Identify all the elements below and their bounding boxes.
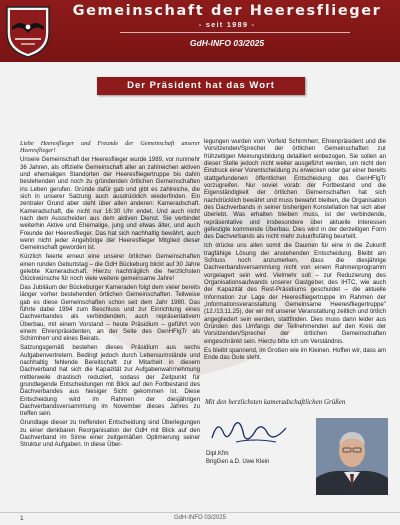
paragraph: Unsere Gemeinschaft der Heeresflieger wurde 1989, vor nunmehr 36 Jahren, als offizielle Gemeinschaft aller an zahlreichen aktiven und ehemaligen Standorten der Heeresfliegertruppe bis dahin bestehenden und noch zu gründenden örtlichen Gemeinschaften ins Leben gerufen. Gründe dafür gab und gibt es zahlreiche, die sich in unserer Satzung auch ausdrücklich wiederfinden. Ein zentraler Grund aber steht über allen anderen: Kameradschaft. Kameradschaft, die nicht nur 16:30 Uhr endet. Und auch nicht nach dem Ausscheiden aus dem aktiven Dienst. Sie verbindet weiterhin Aktive und Ehemalige, jung und etwas älter, und auch Freunde der Heeresflieger. Das hat sich nachhaltig bewährt, auch wenn nicht jeder Angehörige der Heeresflieger Mitglied dieser Gemeinschaft geworden ist. bbox=[20, 156, 200, 252]
paragraph: Es bleibt spannend, im Großen wie im Kleinen. Hoffen wir, dass am Ende das Gute steht. bbox=[204, 346, 386, 361]
page-number: 1 bbox=[20, 515, 24, 522]
article-heading: Der Präsident hat das Wort bbox=[97, 77, 305, 95]
paragraph: Ich drücke uns allen somit die Daumen für eine in die Zukunft tragfähige Lösung der anstehenden Entscheidung. Bleibt am Schluss noch anzumerken, dass die diesjährige Dachverbandsversammlung nicht von einem Rahmenprogramm vorgelagert sein wird. Vielmehr soll – zur Reduzierung des Organisationsaufwands unserer Gastgeber, des IHTC, wie auch der Kapazität des Rest-Präsidiums geschuldet – die aktuelle Information zur Lage der Heeresfliegertruppe im Rahmen der „Informationsveranstaltung Gemeinsame Heeresfliegertruppe" (12./13.11.25), der wir mit unserer Veranstaltung zeitlich und örtlich angegliedert sein werden, stattfinden. Dies muss dann leider aus Gründen des Umfangs der Teilnehmenden auf den Kreis der Vorsitzenden/Sprecher der örtlichen Gemeinschaften eingeschränkt sein. Hierzu bitte ich um Verständnis. bbox=[204, 242, 386, 345]
masthead-title: Gemeinschaft der Heeresflieger bbox=[72, 3, 382, 19]
masthead-issue: GdH-INFO 03/2025 bbox=[189, 38, 265, 48]
paragraph: Grundlage dieser zu treffenden Entscheidung sind Überlegungen zu einer denkbaren Reorganisation der GdH mit Blick auf den Dachverband im Sinne einer zeitgemäßen Optimierung seiner Struktur und Aufgaben. In diese Über- bbox=[20, 419, 200, 449]
closing-line: Mit den herzlichsten kameradschaftlichen Grüßen bbox=[205, 398, 346, 406]
paragraph: Das Jubiläum der Bückeburger Kameraden folgt dem vieler bereits länger vorher bestehenden örtlichen Gemeinschaften. Teilweise gab es diese Gemeinschaften schon seit dem Jahr 1980. Das führte dabei 1994 zum Beschluss und zur Einrichtung eines Dachverbandes als verbindendem, auch repräsentativem Überbau, mit einem Vorstand – heute Präsidium – geführt von einem Ehrenpräsidenten, an der Seite des GenHFlgTr als Schirmherr und eines Beirats. bbox=[20, 284, 200, 343]
masthead-divider bbox=[120, 32, 350, 33]
greeting: Liebe Heeresflieger und Freunde der Gemeinschaft unserer Heeresflieger! bbox=[20, 140, 200, 155]
footer-issue: GdH-INFO 03/2025 bbox=[173, 515, 227, 521]
signatory-degree: Dipl.Kfm bbox=[206, 451, 229, 457]
signatory-name: BrigGen a.D. Uwe Klein bbox=[206, 459, 270, 465]
masthead bbox=[0, 0, 400, 62]
signature-image bbox=[206, 412, 296, 450]
signatory bbox=[206, 450, 269, 466]
crest-logo bbox=[3, 3, 53, 59]
article-column-right bbox=[204, 138, 386, 363]
president-portrait bbox=[316, 418, 388, 495]
paragraph: legungen wurden vom Vorfeld Schirmherr, Ehrenpräsident und die Vorsitzenden/Sprecher der örtlichen Gemeinschaften zur frühzeitigen Meinungsbildung detailliert einbezogen. Sie sollen an dieser Stelle jedoch nicht weiter ausgeführt werden, um nicht den Eindruck einer Vorentscheidung zu erwecken oder gar einer bereits stattgefundenen öffentlichen Entscheidung des GenHFlgTr vorzugreifen. Nur soviel vorab: der Fortbestand und die Eigenständigkeit der örtlichen Gemeinschaften hat sich nachdrücklich bewährt und muss bewahrt bleiben, die Organisation des Dachverbands in seiner bisherigen Konstellation hat sich aber überlebt. Was erhalten bleiben muss, ist der verbindende, repräsentative und insbesondere über aktuelle Interessen gefestigte kommende Überbau. Dies wird in der derzeitigen Form des Dachverbands als nicht mehr zukunftsfähig beurteilt. bbox=[204, 138, 386, 241]
article-column-left bbox=[20, 140, 200, 450]
page-footer bbox=[0, 512, 400, 525]
masthead-subtitle: - seit 1989 - bbox=[198, 20, 256, 29]
paragraph: Kürzlich feierte erneut eine unserer örtlichen Gemeinschaften einen runden Geburtstag – die GdH Bückeburg blickt auf 30 Jahre gelebte Kameradschaft. Hierzu nachträglich die herzlichsten Glückwünsche für noch viele weitere gemeinsame Jahre! bbox=[20, 253, 200, 283]
paragraph: Satzungsgemäß bestehen dieses Präsidium aus sechs Aufgabenvertretern. Bedingt jedoch durch Lebensumstände und nachhaltig fehlende Bereitschaft zur Mitarbeit in diesem Dachverband hat sich die Kapazität zur Aufgabenwahrnehmung mittlerweile drastisch reduziert, sodass der Zeitpunkt für grundlegende Entscheidungen mit Blick auf den Fortbestand des Dachverbandes aus hiesiger Sicht gekommen ist. Diese Entscheidung wird im Rahmen der diesjährigen Dachverbandsversammlung im November dieses Jahres zu treffen sein. bbox=[20, 344, 200, 418]
